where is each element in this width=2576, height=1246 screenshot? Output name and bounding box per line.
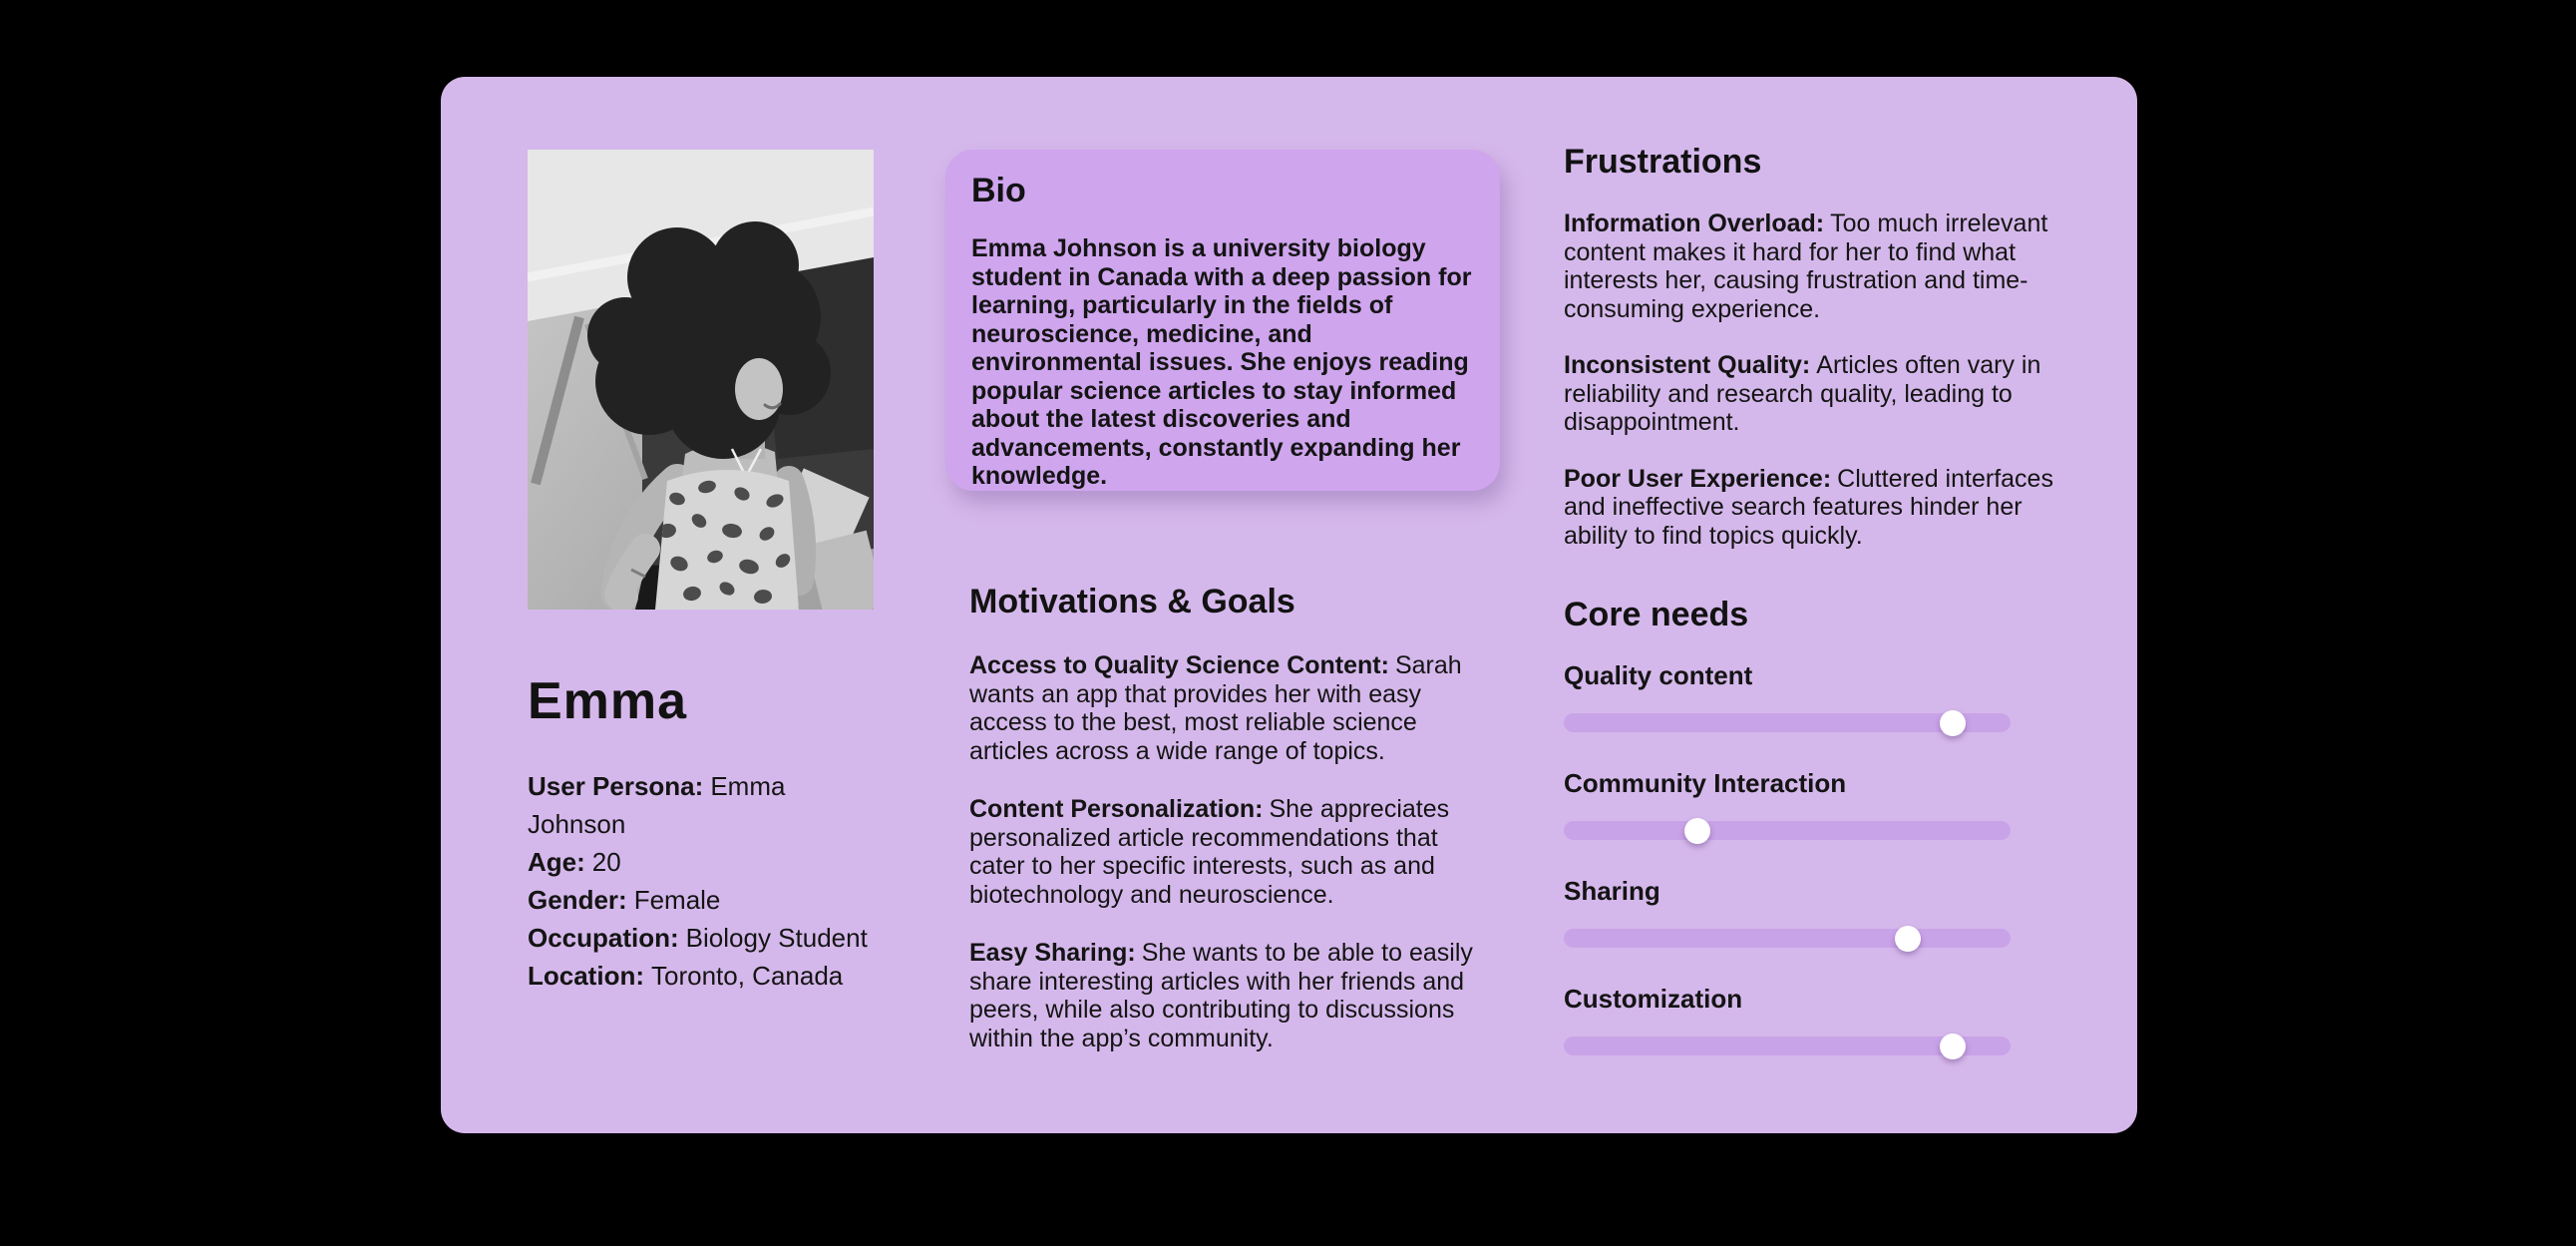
core-needs-title: Core needs — [1564, 596, 1749, 633]
customization-slider[interactable] — [1564, 1037, 2011, 1055]
slider-thumb[interactable] — [1940, 710, 1966, 736]
frustration-item: Inconsistent Quality: Articles often vary in reliability and research quality, leading to disappointment. — [1564, 351, 2041, 436]
frustrations-title: Frustrations — [1564, 143, 1762, 181]
slider-quality-content — [1564, 660, 2054, 732]
slider-community-interaction — [1564, 768, 2054, 840]
sharing-slider[interactable] — [1564, 929, 2011, 948]
quality-content-slider[interactable] — [1564, 713, 2011, 732]
slider-label: Community Interaction — [1564, 768, 1847, 798]
persona-details — [528, 767, 883, 995]
bio-text: Emma Johnson is a university biology student in Canada with a deep passion for learning, particularly in the fields of neuroscience, medicine, and environmental issues. She enjoys reading popular science articles to stay informed about the latest discoveries and advancements, constantly expanding her knowledge. — [971, 234, 1472, 490]
motivations-section — [945, 583, 1476, 1052]
detail-user-persona: User Persona: Emma Johnson — [528, 771, 786, 839]
detail-occupation: Occupation: Biology Student — [528, 923, 868, 953]
detail-gender: Gender: Female — [528, 885, 721, 915]
motivation-item: Content Personalization: She appreciates personalized article recommendations that cater to her specific interests, such as and biotechnology and neuroscience. — [969, 795, 1450, 909]
identity-column — [528, 150, 889, 995]
community-interaction-slider[interactable] — [1564, 821, 2011, 840]
motivation-item: Easy Sharing: She wants to be able to easily share interesting articles with her friends and peers, while also contributing to discussions within the app’s community. — [969, 939, 1473, 1052]
motivations-title: Motivations & Goals — [969, 583, 1295, 621]
persona-name: Emma — [528, 672, 688, 730]
detail-age: Age: 20 — [528, 847, 621, 877]
persona-photo — [528, 150, 874, 610]
bio-box — [945, 150, 1500, 491]
detail-location: Location: Toronto, Canada — [528, 961, 844, 991]
slider-label: Quality content — [1564, 660, 1753, 690]
motivation-item: Access to Quality Science Content: Sarah wants an app that provides her with easy access to the best, most reliable science articles across a wide range of topics. — [969, 651, 1462, 765]
slider-thumb[interactable] — [1895, 926, 1921, 952]
bio-motivations-column — [945, 150, 1500, 1052]
bio-title: Bio — [971, 172, 1026, 209]
slider-thumb[interactable] — [1940, 1034, 1966, 1059]
slider-thumb[interactable] — [1684, 818, 1710, 844]
frustration-item: Poor User Experience: Cluttered interfaces and ineffective search features hinder her ability to find topics quickly. — [1564, 464, 2053, 550]
slider-label: Sharing — [1564, 876, 1660, 906]
persona-card — [441, 77, 2137, 1133]
slider-customization — [1564, 984, 2054, 1055]
frustrations-needs-column — [1564, 143, 2054, 1091]
slider-label: Customization — [1564, 984, 1743, 1014]
frustration-item: Information Overload: Too much irrelevant content makes it hard for her to find what interests her, causing frustration and time-consuming experience. — [1564, 209, 2048, 323]
slider-sharing — [1564, 876, 2054, 948]
